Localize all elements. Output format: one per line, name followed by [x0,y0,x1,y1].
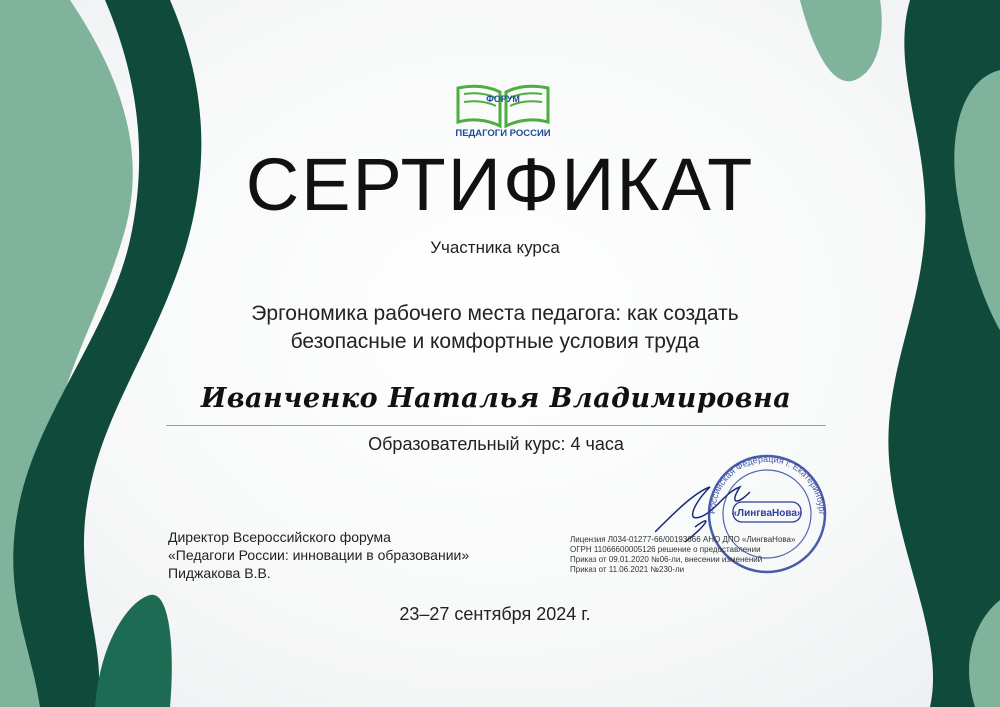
director-forum: «Педагоги России: инновации в образовании» [168,547,470,563]
course-date: 23–27 сентября 2024 г. [399,604,591,624]
course-title-line1: Эргономика рабочего места педагога: как создать [251,302,739,325]
right-top-light-wave [800,0,882,81]
course-title-line2: безопасные и комфортные условия труда [290,330,700,353]
license-info [570,535,795,575]
certificate-subtitle: Участника курса [430,238,560,257]
course-title [150,300,840,356]
stamp-center-text: «ЛингваНова» [731,508,803,519]
certificate-title: СЕРТИФИКАТ [245,143,755,226]
name-underline [166,425,826,426]
stamp-ring-text: Российская Федерация г. Екатеринбург [706,453,828,516]
course-hours: Образовательный курс: 4 часа [368,434,624,454]
director-title: Директор Всероссийского форума [168,529,391,545]
license-line4: Приказ от 11.06.2021 №230-ли [570,565,685,574]
license-line1: Лицензия Л034-01277-66/00193666 АНО ДПО «ЛингваНова» [570,535,796,544]
forum-logo [448,80,558,140]
recipient-name: Иванченко Наталья Владимировна [200,383,792,414]
license-line2: ОГРН 11066600005126 решение о предоставлении [570,545,761,554]
license-line3: Приказ от 09.01.2020 №06-ли, внесении изменений [570,555,763,564]
svg-text:Российская Федерация г. Екатер [707,454,827,516]
logo-top-text: ФОРУМ [486,94,520,104]
director-signature-block [168,528,469,582]
director-name: Пиджакова В.В. [168,565,271,581]
logo-bottom-text: ПЕДАГОГИ РОССИИ [455,128,551,139]
